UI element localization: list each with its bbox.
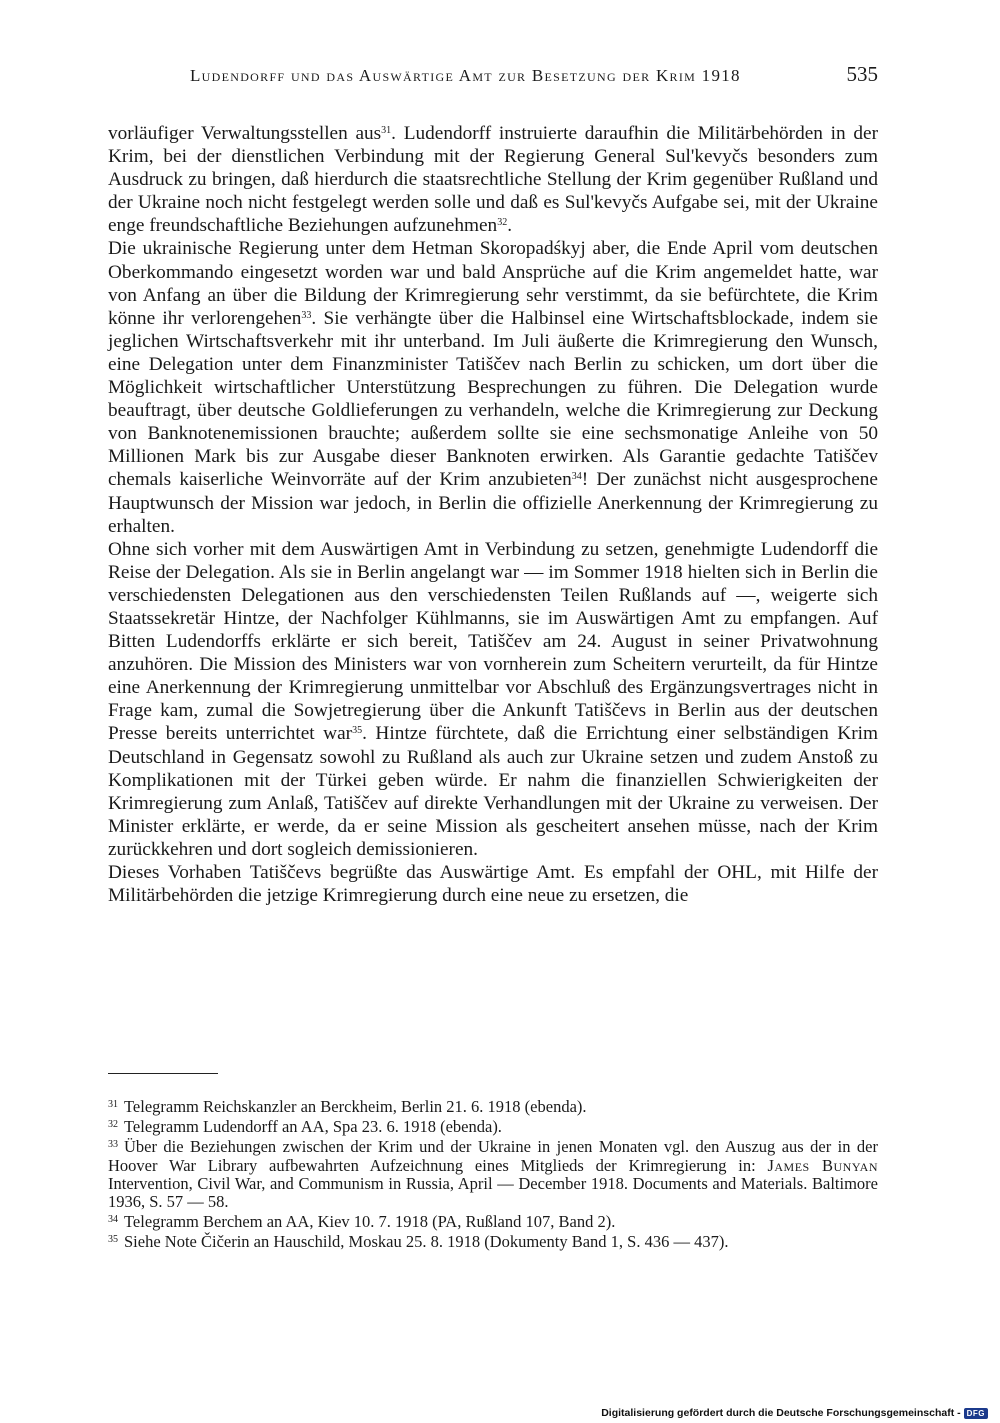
footnotes	[108, 1096, 878, 1252]
body-text	[108, 122, 878, 907]
paragraph-3: Ohne sich vorher mit dem Auswärtigen Amt in Verbindung zu setzen, genehmigte Ludendorff die Reise der Delegation. Als sie in Berlin angelangt war — im Sommer 1918 hielten sich in Berlin die verschiedensten Delegationen aus den verschiedensten Teilen Rußlands auf —, weigerte sich Staatssekretär Hintze, der Nachfolger Kühlmanns, sie im Auswärtigen Amt zu empfangen. Auf Bitten Ludendorffs erklärte er sich bereit, Tatiščev am 24. August in seiner Privatwohnung anzuhören. Die Mission des Ministers war von vornherein zum Scheitern verurteilt, da für Hintze eine Anerkennung der Krimregierung unmittelbar vor Abschluß des Ergänzungsvertrages nicht in Frage kam, zumal die Sowjetregierung über die Ankunft Tatiščevs in Berlin aus der deutschen Presse bereits unterrichtet war$^{35}$. Hintze fürchtete, daß die Errichtung einer selbständigen Krim Deutschland in Gegensatz sowohl zu Rußland als auch zur Ukraine setzen und zudem Anstoß zu Komplikationen mit der Türkei geben würde. Er nahm die finanziellen Schwierigkeiten der Krimregierung zum Anlaß, Tatiščev auf direkte Verhandlungen mit der Ukraine zu verweisen. Der Minister erklärte, er werde, da er seine Mission als gescheitert ansehen müsse, nach der Krim zurückkehren und dort sogleich demissionieren.	[108, 538, 878, 860]
footnote-34: $^{34}$ Telegramm Berchem an AA, Kiev 10. 7. 1918 (PA, Rußland 107, Band 2).	[108, 1212, 616, 1232]
footnote-ref-31: 31	[381, 125, 392, 136]
paragraph-1: vorläufiger Verwaltungsstellen aus$^{31}$. Ludendorff instruierte daraufhin die Militärbehörden in der Krim, bei der dienstlichen Verbindung mit der Regierung General Sul'kevyčs besonders zum Ausdruck zu bringen, daß hierdurch die staatsrechtliche Stellung der Krim gegenüber Rußland und der Ukraine noch nicht festgelegt werden solle und daß es Sul'kevyčs Aufgabe sei, mit der Ukraine enge freundschaftliche Beziehungen aufzunehmen$^{32}$.	[108, 123, 878, 237]
running-title: Ludendorff und das Auswärtige Amt zur Besetzung der Krim 1918	[190, 66, 741, 85]
running-head	[108, 62, 878, 96]
footnote-33: $^{33}$ Über die Beziehungen zwischen der Krim und der Ukraine in jenen Monaten vgl. den Auszug aus der in der Hoover War Library aufbewahrten Aufzeichnung eines Mitglieds der Krimregierung in: James Bunyan Intervention, Civil War, and Communism in Russia, April — December 1918. Documents and Materials. Baltimore 1936, S. 57 — 58.	[108, 1137, 878, 1212]
paragraph-4: Dieses Vorhaben Tatiščevs begrüßte das Auswärtige Amt. Es empfahl der OHL, mit Hilfe der Militärbehörden die jetzige Krimregierung durch eine neue zu ersetzen, die	[108, 862, 878, 907]
footnote-ref-33: 33	[301, 309, 312, 321]
paragraph-2: Die ukrainische Regierung unter dem Hetman Skoropadśkyj aber, die Ende April vom deutschen Oberkommando eingesetzt worden war und bald Ansprüche auf die Krim angemeldet hatte, war von Anfang an über die Bildung der Krimregierung sehr verstimmt, da sie befürchtete, die Krim könne ihr verlorengehen$^{33}$. Sie verhängte über die Halbinsel eine Wirtschaftsblockade, indem sie jeglichen Wirtschaftsverkehr mit ihr unterband. Im Juli äußerte die Krimregierung den Wunsch, eine Delegation unter dem Finanzminister Tatiščev nach Berlin zu schicken, um dort über die Möglichkeit wirtschaftlicher Unterstützung Besprechungen zu führen. Die Delegation wurde beauftragt, über deutsche Goldlieferungen zu verhandeln, welche die Krimregierung zur Deckung von Banknotenemissionen brauchte; außerdem sollte sie eine sechsmonatige Anleihe von 50 Millionen Mark bis zur Ausgabe dieser Banknoten erwirken. Als Garantie gedachte Tatiščev chemals kaiserliche Weinvorräte auf der Krim anzubieten$^{34}$! Der zunächst nicht ausgesprochene Hauptwunsch der Mission war jedoch, in Berlin die offizielle Anerkennung der Krimregierung zu erhalten.	[108, 238, 878, 537]
footnote-32: $^{32}$ Telegramm Ludendorff an AA, Spa 23. 6. 1918 (ebenda).	[108, 1117, 502, 1137]
dfg-logo-icon: DFG	[964, 1408, 988, 1419]
digitization-banner	[601, 1407, 988, 1419]
footnote-35: $^{35}$ Siehe Note Čičerin an Hauschild, Moskau 25. 8. 1918 (Dokumenty Band 1, S. 436 — 437).	[108, 1232, 729, 1252]
footnote-rule	[108, 1073, 218, 1074]
page-number: 535	[846, 62, 878, 86]
banner-text: Digitalisierung gefördert durch die Deutsche Forschungsgemeinschaft -	[601, 1407, 961, 1419]
footnote-ref-34: 34	[571, 471, 582, 483]
cited-author: James Bunyan	[767, 1155, 878, 1175]
footnote-31: $^{31}$ Telegramm Reichskanzler an Berckheim, Berlin 21. 6. 1918 (ebenda).	[108, 1097, 587, 1116]
footnote-ref-32: 32	[497, 217, 508, 229]
footnote-ref-35: 35	[352, 725, 363, 737]
